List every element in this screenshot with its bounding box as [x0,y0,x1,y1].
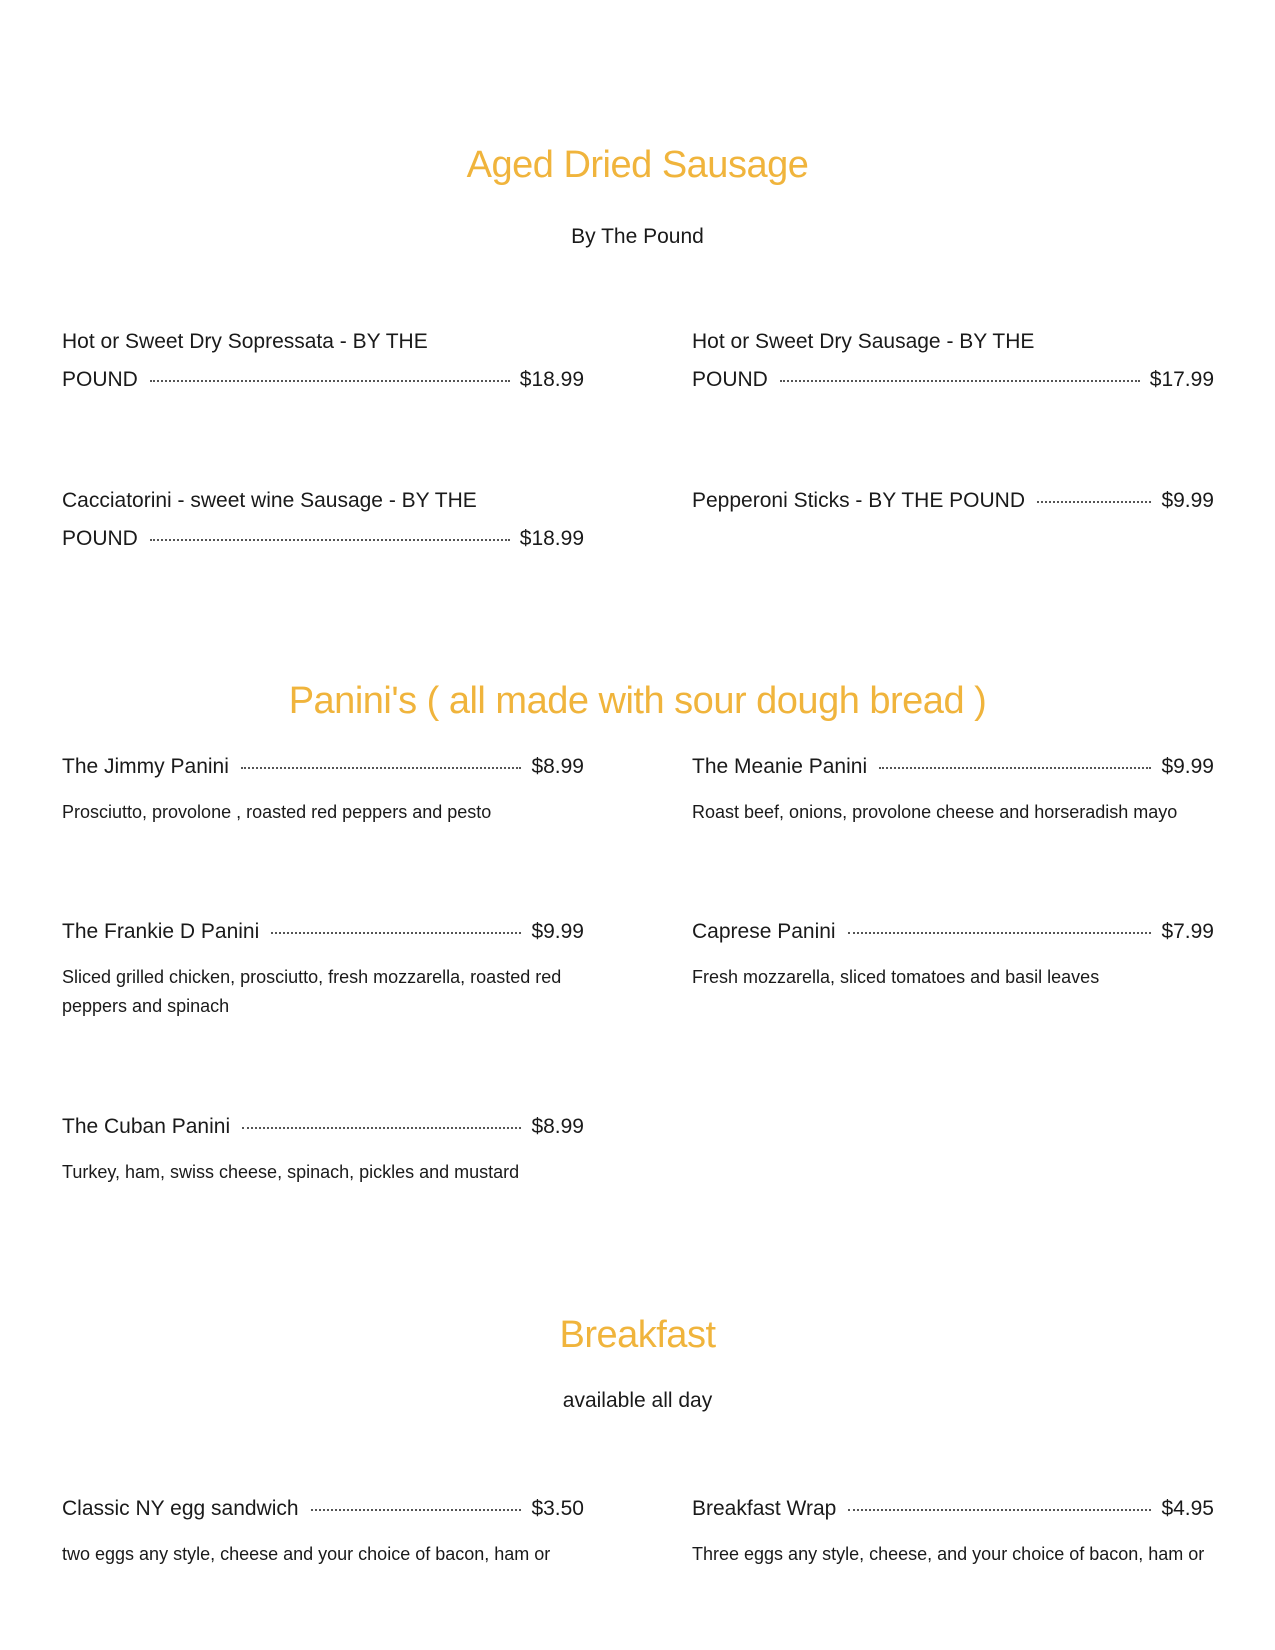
section-subtitle-breakfast: available all day [562,1389,713,1412]
menu-item-price: $18.99 [519,527,584,550]
menu-item-name: The Jimmy Panini [62,755,229,778]
menu-item-price: $8.99 [531,755,584,778]
leader-dots [242,1127,521,1129]
leader-dots [1037,501,1151,503]
menu-item-description: Turkey, ham, swiss cheese, spinach, pickles and mustard [62,1162,520,1182]
menu-item-name: The Frankie D Panini [62,920,260,943]
section-title-breakfast: Breakfast [559,1314,716,1356]
menu-item-description: two eggs any style, cheese and your choice of bacon, ham or [62,1544,551,1564]
menu-item-name-continued: POUND [62,368,138,391]
leader-dots [150,539,510,541]
menu-item-description: Roast beef, onions, provolone cheese and horseradish mayo [692,802,1178,822]
menu-item-price: $9.99 [531,920,584,943]
menu-item-price: $9.99 [1161,489,1214,512]
menu-item-cacciatorini [62,482,584,558]
menu-item-name-continued: POUND [62,527,138,550]
leader-dots [848,1509,1151,1511]
section-title-sausage: Aged Dried Sausage [466,144,809,186]
leader-dots [311,1509,522,1511]
leader-dots [879,767,1151,769]
menu-item-sopressata [62,323,584,399]
menu-item-name: The Meanie Panini [692,755,868,778]
menu-item-price: $18.99 [519,368,584,391]
menu-item-meanie-panini [692,748,1214,827]
menu-item-name: Breakfast Wrap [692,1497,837,1520]
menu-item-name: Hot or Sweet Dry Sopressata - BY THE [62,330,428,353]
menu-item-price: $3.50 [531,1497,584,1520]
leader-dots [150,380,510,382]
menu-item-dry-sausage [692,323,1214,399]
menu-item-classic-ny-egg-sandwich [62,1490,584,1569]
menu-item-name: Caprese Panini [692,920,836,943]
menu-item-name-continued: POUND [692,368,768,391]
menu-item-price: $9.99 [1161,755,1214,778]
menu-item-frankie-d-panini [62,913,584,1021]
menu-item-description: Fresh mozzarella, sliced tomatoes and basil leaves [692,967,1100,987]
menu-item-description: Three eggs any style, cheese, and your choice of bacon, ham or [692,1544,1205,1564]
menu-item-price: $4.95 [1161,1497,1214,1520]
section-title-panini: Panini's ( all made with sour dough bread ) [288,680,987,722]
section-subtitle-sausage: By The Pound [571,225,704,248]
menu-item-jimmy-panini [62,748,584,827]
menu-item-price: $7.99 [1161,920,1214,943]
menu-item-name: The Cuban Panini [62,1115,231,1138]
menu-item-price: $8.99 [531,1115,584,1138]
menu-item-name: Pepperoni Sticks - BY THE POUND [692,489,1026,512]
menu-item-caprese-panini [692,913,1214,992]
menu-item-pepperoni [692,482,1214,520]
menu-item-name: Classic NY egg sandwich [62,1497,299,1520]
menu-item-description: Sliced grilled chicken, prosciutto, fresh mozzarella, roasted red peppers and spinach [62,967,562,1016]
menu-item-price: $17.99 [1149,368,1214,391]
menu-item-breakfast-wrap [692,1490,1214,1569]
menu-item-cuban-panini [62,1108,584,1187]
leader-dots [271,932,521,934]
menu-item-description: Prosciutto, provolone , roasted red peppers and pesto [62,802,492,822]
menu-item-name: Hot or Sweet Dry Sausage - BY THE [692,330,1035,353]
leader-dots [848,932,1152,934]
leader-dots [241,767,522,769]
leader-dots [780,380,1140,382]
menu-item-name: Cacciatorini - sweet wine Sausage - BY THE [62,489,477,512]
